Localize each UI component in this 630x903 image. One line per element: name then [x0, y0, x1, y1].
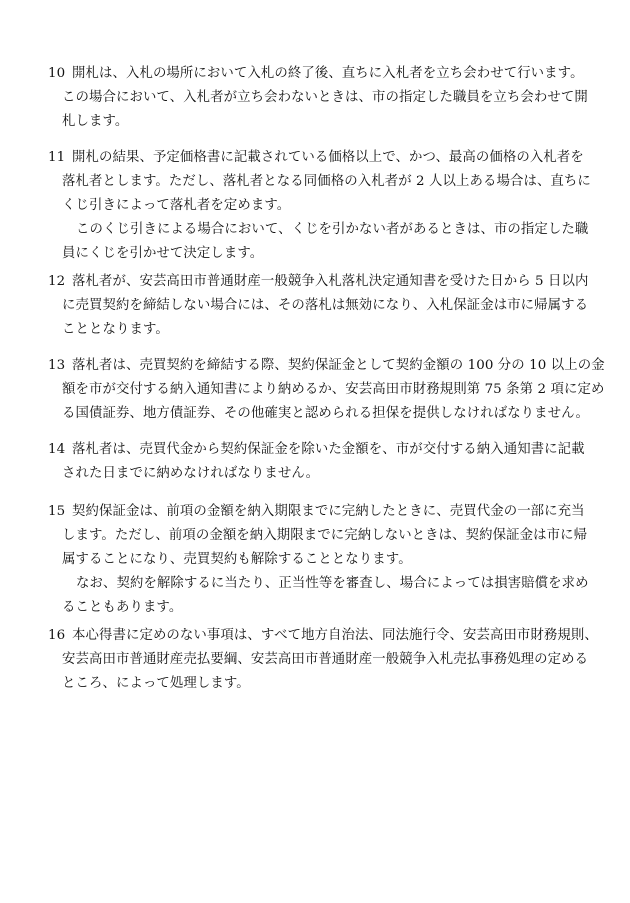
section-number: 13 — [48, 358, 66, 373]
section-line — [48, 624, 598, 648]
section-line: 員にくじを引かせて決定します。 — [62, 246, 264, 261]
section-line: る国債証券、地方債証券、その他確実と認められる担保を提供しなければなりません。 — [62, 406, 589, 421]
section-line: ることもあります。 — [62, 600, 183, 615]
section-text: 落札者が、安芸高田市普通財産一般競争入札落札決定通知書を受けた日から 5 日以内 — [72, 274, 589, 289]
section-11 — [48, 146, 591, 266]
section-line: に売買契約を締結しない場合には、その落札は無効になり、入札保証金は市に帰属する — [62, 298, 589, 313]
section-15 — [48, 500, 588, 620]
section-line — [48, 270, 588, 294]
section-line: この場合において、入札者が立ち会わないときは、市の指定した職員を立ち会わせて開 — [62, 90, 588, 105]
section-number: 14 — [48, 442, 66, 457]
section-number: 12 — [48, 274, 66, 289]
section-text: 開札の結果、予定価格書に記載されている価格以上で、かつ、最高の価格の入札者を — [72, 150, 584, 165]
section-line: 安芸高田市普通財産売払要綱、安芸高田市普通財産一般競争入札売払事務処理の定める — [62, 652, 589, 667]
section-line: ところ、によって処理します。 — [62, 676, 250, 691]
section-number: 11 — [48, 150, 66, 165]
section-text: 落札者は、売買契約を締結する際、契約保証金として契約金額の 100 分の 10 以上の金 — [72, 358, 605, 373]
section-line: 額を市が交付する納入通知書により納めるか、安芸高田市財務規則第 75 条第 2 項に定め — [62, 382, 605, 397]
section-line: 札します。 — [62, 114, 129, 129]
section-line: こととなります。 — [62, 322, 169, 337]
section-line — [48, 146, 588, 170]
section-line: なお、契約を解除するに当たり、正当性等を審査し、場合によっては損害賠償を求め — [76, 576, 589, 591]
section-number: 15 — [48, 504, 66, 519]
section-line: くじ引きによって落札者を定めます。 — [62, 198, 291, 213]
section-text: 開札は、入札の場所において入札の終了後、直ちに入札者を立ち会わせて行います。 — [72, 66, 584, 81]
section-line: された日までに納めなければなりません。 — [62, 466, 320, 481]
section-13 — [48, 354, 605, 426]
section-line — [48, 500, 588, 524]
section-line — [48, 354, 605, 378]
section-line: このくじ引きによる場合において、くじを引かない者があるときは、市の指定した職 — [76, 222, 589, 237]
section-line: 落札者とします。ただし、落札者となる同価格の入札者が 2 人以上ある場合は、直ちに — [62, 174, 591, 189]
section-line: 属することになり、売買契約も解除することとなります。 — [62, 552, 412, 567]
section-number: 10 — [48, 66, 66, 81]
section-10 — [48, 62, 588, 134]
section-16 — [48, 624, 598, 696]
section-line — [48, 438, 588, 462]
section-text: 落札者は、売買代金から契約保証金を除いた金額を、市が交付する納入通知書に記載 — [72, 442, 585, 457]
section-14 — [48, 438, 588, 486]
section-text: 契約保証金は、前項の金額を納入期限までに完納したときに、売買代金の一部に充当 — [72, 504, 585, 519]
section-line — [48, 62, 588, 86]
section-number: 16 — [48, 628, 66, 643]
section-line: します。ただし、前項の金額を納入期限までに完納しないときは、契約保証金は市に帰 — [62, 528, 588, 543]
section-text: 本心得書に定めのない事項は、すべて地方自治法、同法施行令、安芸高田市財務規則、 — [72, 628, 598, 643]
section-12 — [48, 270, 588, 342]
